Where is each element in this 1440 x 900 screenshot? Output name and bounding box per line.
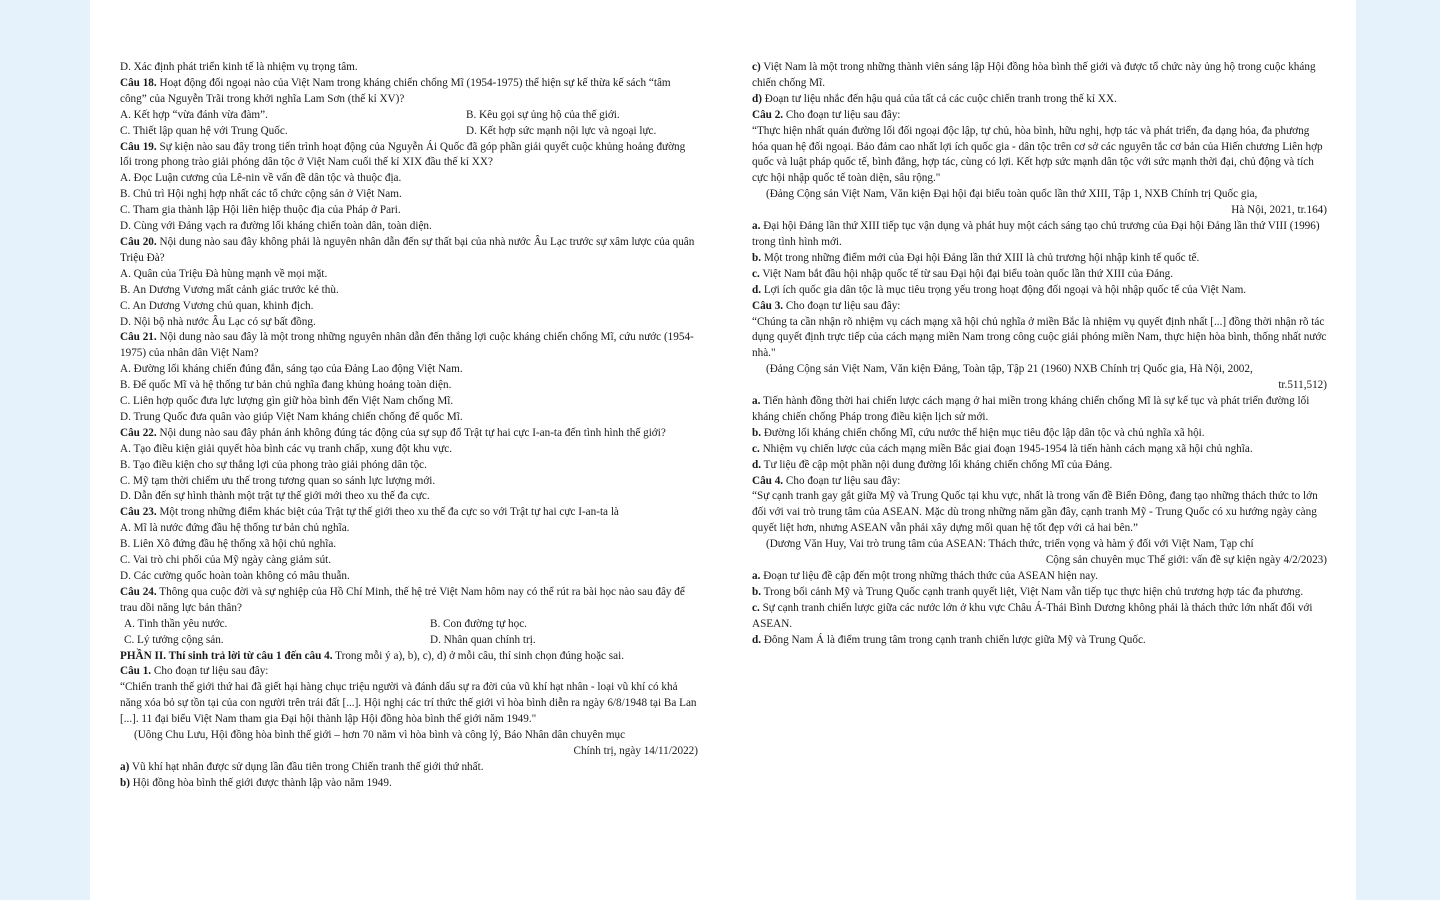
text-line: A. Mĩ là nước đứng đầu hệ thống tư bản chủ nghĩa. <box>120 522 350 535</box>
text-line: B. Tạo điều kiện cho sự thắng lợi của phong trào giải phóng dân tộc. <box>120 458 427 471</box>
question-label: Câu 4. <box>752 474 784 487</box>
question-text: Nhiệm vụ chiến lược của cách mạng miền Bắc giai đoạn 1945-1954 là tiến hành cách mạng xã hội chủ nghĩa. <box>759 442 1253 455</box>
question-label: Câu 18. <box>120 76 157 89</box>
question-line <box>752 569 1327 585</box>
question-text: Cho đoạn tư liệu sau đây: <box>151 665 269 678</box>
question-text: Một trong những điểm mới của Đại hội Đảng lần thứ XIII là chủ trương hội nhập kinh tế quốc tế. <box>761 251 1200 264</box>
question-label: Câu 2. <box>752 108 784 121</box>
question-text: Việt Nam là một trong những thành viên sáng lập Hội đồng hòa bình thế giới và được tổ chức này ủng hộ trong cuộc kháng chiến chống Mĩ. <box>752 61 1316 89</box>
question-line <box>752 92 1327 108</box>
text-line: D. Trung Quốc đưa quân vào giúp Việt Nam kháng chiến chống đế quốc Mĩ. <box>120 410 463 423</box>
answer-option: A. Tinh thần yêu nước. <box>124 617 228 630</box>
question-text: Nội dung nào sau đây không phải là nguyên nhân dẫn đến sự thất bại của nhà nước Âu Lạc trước sự xâm lược của quân Triệu Đà? <box>120 235 695 264</box>
text-line: B. Chủ trì Hội nghị hợp nhất các tổ chức cộng sản ở Việt Nam. <box>120 188 402 201</box>
question-label: b) <box>120 776 130 789</box>
question-line <box>752 108 1327 124</box>
question-label: a) <box>120 760 130 773</box>
question-text: Đoạn tư liệu nhắc đến hậu quả của tất cả các cuộc chiến tranh trong thế kỉ XX. <box>761 92 1117 105</box>
question-label: Câu 22. <box>120 426 157 439</box>
question-text: Một trong những điểm khác biệt của Trật tự thế giới theo xu thế đa cực so với Trật tự hai cực I-an-ta là <box>156 506 619 519</box>
citation-tail: Cộng sản chuyên mục Thế giới: vấn đề sự kiện ngày 4/2/2023) <box>1045 554 1327 567</box>
question-label: Câu 3. <box>752 299 784 312</box>
text-line: C. Liên hợp quốc đưa lực lượng gìn giữ hòa bình đến Việt Nam chống Mĩ. <box>120 395 454 408</box>
source-citation <box>752 187 1327 219</box>
answer-row <box>120 124 698 140</box>
answer-option: D. Nhân quan chính trị. <box>430 633 536 646</box>
citation-tail: Chính trị, ngày 14/11/2022) <box>573 744 698 757</box>
answer-option: B. Kêu gọi sự ủng hộ của thế giới. <box>466 108 620 121</box>
question-label: c. <box>752 267 760 280</box>
question-line <box>752 601 1327 633</box>
question-line <box>120 585 698 617</box>
question-label: Câu 1. <box>120 665 152 678</box>
question-line <box>752 585 1327 601</box>
question-label: b. <box>752 251 762 264</box>
left-column <box>120 60 698 792</box>
source-citation <box>752 537 1327 569</box>
question-text: Việt Nam bắt đầu hội nhập quốc tế từ sau Đại hội đại biểu toàn quốc lần thứ XIII của Đảng. <box>759 267 1174 280</box>
text-line: A. Quân của Triệu Đà hùng mạnh về mọi mặt. <box>120 267 328 280</box>
question-text: Vũ khí hạt nhân được sử dụng lần đầu tiên trong Chiến tranh thế giới thứ nhất. <box>129 760 484 773</box>
question-label: d) <box>752 92 762 105</box>
question-text: Sự cạnh tranh chiến lược giữa các nước lớn ở khu vực Châu Á-Thái Bình Dương không phải là thách thức lớn nhất đối với ASEAN. <box>752 601 1313 630</box>
question-label: Câu 19. <box>120 140 157 153</box>
question-text: Tiến hành đồng thời hai chiến lược cách mạng ở hai miền trong kháng chiến chống Mĩ là sự kế tục và phát triển đường lối kháng chiến chống Pháp trong điều kiện lịch sử mới. <box>752 395 1310 423</box>
question-text: Cho đoạn tư liệu sau đây: <box>783 299 901 312</box>
question-line <box>752 458 1327 474</box>
question-line <box>120 140 698 172</box>
text-line: C. Vai trò chi phối của Mỹ ngày càng giảm sút. <box>120 554 332 567</box>
text-line: D. Các cường quốc hoàn toàn không có mâu thuẫn. <box>120 570 350 582</box>
question-text: Lợi ích quốc gia dân tộc là mục tiêu trọng yếu trong hoạt động đối ngoại và hội nhập quốc tế của Việt Nam. <box>761 283 1247 296</box>
text-line: “Sự cạnh tranh gay gắt giữa Mỹ và Trung Quốc tại khu vực, nhất là trong vấn đề Biển Đông, đang tạo những thách thức to lớn đối với vai trò trung tâm của ASEAN. Mặc dù trong những năm gần đây, cạnh tranh Mỹ - Trung Quốc có xu hướng ngày càng quyết liệt hơn, nhưng ASEAN vẫn phải xây dựng mối quan hệ tốt đẹp với cả hai bên.” <box>752 490 1318 535</box>
question-line <box>752 299 1327 315</box>
question-line <box>752 251 1327 267</box>
question-label: d. <box>752 283 762 296</box>
question-label: c) <box>752 61 761 73</box>
citation-text: (Dương Văn Huy, Vai trò trung tâm của ASEAN: Thách thức, triển vọng và hàm ý đối với Việt Nam, Tạp chí <box>766 538 1254 551</box>
question-line <box>120 330 698 362</box>
text-line: “Chúng ta cần nhận rõ nhiệm vụ cách mạng xã hội chủ nghĩa ở miền Bắc là nhiệm vụ quyết định nhất [...] đồng thời nhận rõ tác dụng quyết định trực tiếp của cách mạng miền Nam trong công cuộc giải phóng miền Nam, thực hiện hòa bình, thống nhất nước nhà." <box>752 315 1327 360</box>
question-line <box>120 76 698 108</box>
question-line <box>120 649 698 665</box>
text-line: D. Dẫn đến sự hình thành một trật tự thế giới mới theo xu thế đa cực. <box>120 490 430 503</box>
text-line: A. Đường lối kháng chiến đúng đắn, sáng tạo của Đảng Lao động Việt Nam. <box>120 363 463 376</box>
citation-text: (Đảng Cộng sản Việt Nam, Văn kiện Đại hội đại biểu toàn quốc lần thứ XIII, Tập 1, NXB Chính trị Quốc gia, <box>766 188 1258 201</box>
question-line <box>752 442 1327 458</box>
question-text: Trong bối cảnh Mỹ và Trung Quốc cạnh tranh quyết liệt, Việt Nam vẫn tiếp tục thực hiện chủ trương hợp tác đa phương. <box>761 585 1304 598</box>
question-text: Tư liệu đề cập một phần nội dung đường lối kháng chiến chống Mĩ của Đảng. <box>761 458 1113 471</box>
question-label: PHẦN II. Thí sinh trả lời từ câu 1 đến câu 4. <box>120 649 333 662</box>
question-line <box>120 760 698 776</box>
text-line: A. Tạo điều kiện giải quyết hòa bình các vụ tranh chấp, xung đột khu vực. <box>120 442 453 455</box>
question-text: Thông qua cuộc đời và sự nghiệp của Hồ Chí Minh, thế hệ trẻ Việt Nam hôm nay có thể rút ra bài học nào sau đây để trau dồi năng lực bản thân? <box>120 585 685 614</box>
question-text: Đường lối kháng chiến chống Mĩ, cứu nước thể hiện mục tiêu độc lập dân tộc và chủ nghĩa xã hội. <box>761 426 1205 439</box>
question-label: a. <box>752 395 761 408</box>
text-line: C. An Dương Vương chủ quan, khinh địch. <box>120 299 314 312</box>
question-text: Đại hội Đảng lần thứ XIII tiếp tục vận dụng và phát huy một cách sáng tạo chủ trương của Đại hội Đảng lần thứ VIII (1996) trong tình hình mới. <box>752 220 1320 248</box>
citation-tail: tr.511,512) <box>1278 379 1327 392</box>
question-label: b. <box>752 585 762 598</box>
question-text: Hoạt động đối ngoại nào của Việt Nam trong kháng chiến chống Mĩ (1954-1975) thể hiện sự kế thừa kế sách “tâm công” của Nguyễn Trãi trong khởi nghĩa Lam Sơn (thế kỉ XV)? <box>120 76 671 105</box>
question-label: b. <box>752 426 762 439</box>
question-line <box>752 60 1327 92</box>
answer-row <box>120 617 698 633</box>
right-column <box>752 60 1327 649</box>
text-line: D. Cùng với Đảng vạch ra đường lối kháng chiến toàn dân, toàn diện. <box>120 220 432 233</box>
question-line <box>752 267 1327 283</box>
text-line: A. Đọc Luận cương của Lê-nin về vấn đề dân tộc và thuộc địa. <box>120 172 402 185</box>
question-label: d. <box>752 458 762 471</box>
question-line <box>120 664 698 680</box>
citation-text: (Uông Chu Lưu, Hội đồng hòa bình thế giới – hơn 70 năm vì hòa bình và công lý, Báo Nhân dân chuyên mục <box>134 729 626 742</box>
text-line: B. Liên Xô đứng đầu hệ thống xã hội chủ nghĩa. <box>120 538 337 551</box>
question-line <box>120 426 698 442</box>
question-text: Đông Nam Á là điểm trung tâm trong cạnh tranh chiến lược giữa Mỹ và Trung Quốc. <box>761 633 1146 646</box>
question-line <box>752 283 1327 299</box>
answer-option: C. Lý tưởng cộng sản. <box>124 633 224 646</box>
question-text: Cho đoạn tư liệu sau đây: <box>783 108 901 121</box>
text-line: C. Tham gia thành lập Hội liên hiệp thuộc địa của Pháp ở Pari. <box>120 204 401 217</box>
text-line: B. An Dương Vương mất cảnh giác trước kẻ thù. <box>120 283 339 296</box>
question-text: Trong mỗi ý a), b), c), d) ở mỗi câu, thí sinh chọn đúng hoặc sai. <box>332 649 625 662</box>
question-text: Cho đoạn tư liệu sau đây: <box>783 474 901 487</box>
question-label: c. <box>752 442 760 455</box>
question-text: Hội đồng hòa bình thế giới được thành lập vào năm 1949. <box>129 776 392 789</box>
question-label: c. <box>752 601 760 614</box>
answer-option: D. Kết hợp sức mạnh nội lực và ngoại lực. <box>466 124 657 137</box>
citation-tail: Hà Nội, 2021, tr.164) <box>1231 204 1327 217</box>
answer-option: B. Con đường tự học. <box>430 617 527 630</box>
question-line <box>752 394 1327 426</box>
question-label: Câu 21. <box>120 331 157 344</box>
citation-text: (Đảng Cộng sản Việt Nam, Văn kiện Đảng, Toàn tập, Tập 21 (1960) NXB Chính trị Quốc gia, Hà Nội, 2002, <box>766 363 1253 376</box>
question-text: Nội dung nào sau đây là một trong những nguyên nhân dẫn đến thắng lợi cuộc kháng chiến chống Mĩ, cứu nước (1954-1975) của nhân dân Việt Nam? <box>120 331 694 360</box>
answer-option: A. Kết hợp “vừa đánh vừa đàm”. <box>120 108 268 121</box>
text-line: D. Xác định phát triển kinh tế là nhiệm vụ trọng tâm. <box>120 61 358 73</box>
question-line <box>752 633 1327 649</box>
answer-row <box>120 633 698 649</box>
question-text: Nội dung nào sau đây phản ánh không đúng tác động của sự sụp đổ Trật tự hai cực I-an-ta đến tình hình thế giới? <box>156 426 666 439</box>
question-label: Câu 23. <box>120 506 157 519</box>
question-line <box>752 219 1327 251</box>
question-line <box>120 776 698 792</box>
question-label: Câu 24. <box>120 585 157 598</box>
text-line: B. Đế quốc Mĩ và hệ thống tư bản chủ nghĩa đang khủng hoảng toàn diện. <box>120 379 452 392</box>
question-label: Câu 20. <box>120 235 157 248</box>
text-line: “Thực hiện nhất quán đường lối đối ngoại độc lập, tự chủ, hòa bình, hữu nghị, hợp tác và phát triển, đa dạng hóa, đa phương hóa quan hệ đối ngoại. Bảo đảm cao nhất lợi ích quốc gia - dân tộc trên cơ sở các nguyên tắc cơ bản của Hiến chương Liên hợp quốc và luật pháp quốc tế, bình đẳng, hợp tác, cùng có lợi. Kết hợp sức mạnh dân tộc với sức mạnh thời đại, chủ động và tích cực hội nhập quốc tế toàn diện, sâu rộng." <box>752 124 1323 185</box>
text-line: D. Nội bộ nhà nước Âu Lạc có sự bất đồng. <box>120 315 316 328</box>
question-label: d. <box>752 633 762 646</box>
question-line <box>752 426 1327 442</box>
question-label: a. <box>752 570 761 582</box>
source-citation <box>120 728 698 760</box>
text-line: “Chiến tranh thế giới thứ hai đã giết hại hàng chục triệu người và đánh dấu sự ra đời của vũ khí hạt nhân - loại vũ khí có khả năng xóa bỏ sự tồn tại của con người trên trái đất [...]. Hội nghị các trí thức thế giới vì hòa bình diễn ra ngày 6/8/1948 tại Ba Lan [...]. 11 đại biểu Việt Nam tham gia Đại hội thành lập Hội đồng hòa bình thế giới năm 1949." <box>120 681 697 726</box>
question-text: Đoạn tư liệu đề cập đến một trong những thách thức của ASEAN hiện nay. <box>760 570 1098 582</box>
question-line <box>752 474 1327 490</box>
answer-row <box>120 108 698 124</box>
question-text: Sự kiện nào sau đây trong tiến trình hoạt động của Nguyễn Ái Quốc đã góp phần giải quyết cuộc khủng hoảng đường lối trong phong trào giải phóng dân tộc ở Việt Nam cuối thế kỉ XIX đầu thế kỉ XX? <box>120 140 686 169</box>
text-line: C. Mỹ tạm thời chiếm ưu thế trong tương quan so sánh lực lượng mới. <box>120 474 436 487</box>
answer-option: C. Thiết lập quan hệ với Trung Quốc. <box>120 124 288 137</box>
question-line <box>120 235 698 267</box>
document-page <box>90 0 1356 900</box>
source-citation <box>752 362 1327 394</box>
question-line <box>120 505 698 521</box>
question-label: a. <box>752 220 761 233</box>
